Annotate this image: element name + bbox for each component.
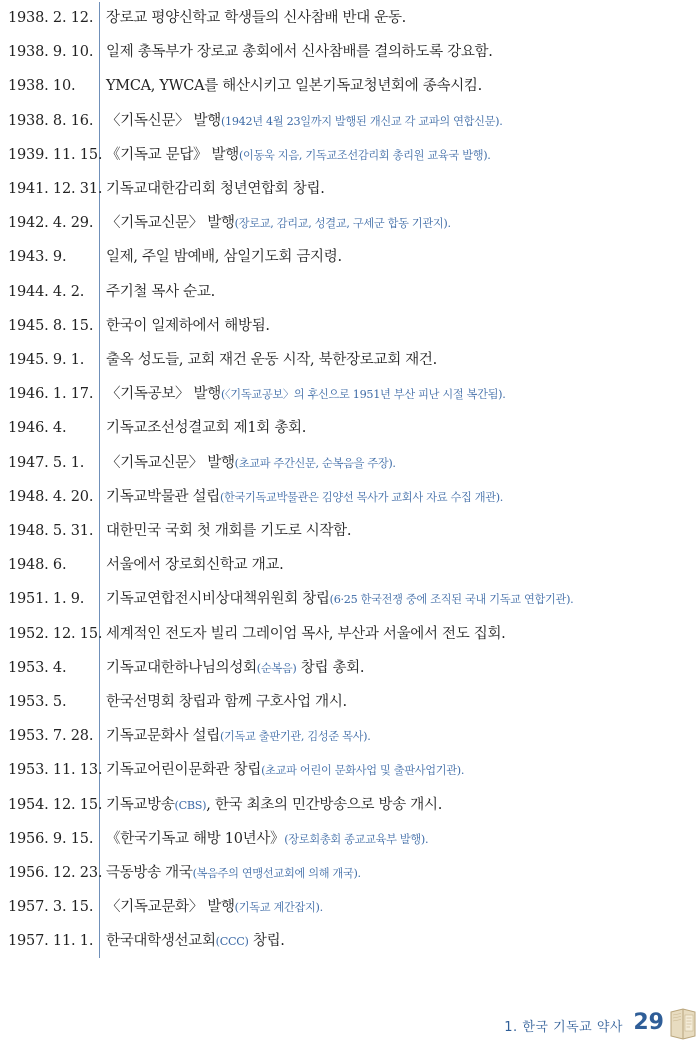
timeline-event-text: 세계적인 전도자 빌리 그레이엄 목사, 부산과 서울에서 전도 집회. (106, 625, 506, 642)
timeline-event-text: 기독교박물관 설립 (106, 488, 220, 505)
timeline-event (106, 787, 442, 824)
timeline-date: 1938. 2. 12. (8, 10, 94, 26)
timeline-row (0, 889, 700, 925)
timeline-row (0, 103, 700, 139)
timeline-row (0, 68, 700, 104)
timeline-event-note: (1942년 4월 23일까지 발행된 개신교 각 교파의 연합신문). (220, 114, 503, 128)
timeline-event (106, 821, 428, 858)
timeline-row (0, 513, 700, 549)
timeline-date: 1953. 7. 28. (8, 728, 94, 745)
timeline-event (106, 274, 215, 310)
timeline-date: 1952. 12. 15. (8, 625, 103, 642)
timeline-event (106, 410, 306, 446)
timeline-date: 1957. 3. 15. (8, 899, 94, 916)
timeline-event-text: 대한민국 국회 첫 개회를 기도로 시작함. (106, 523, 352, 539)
timeline-event (106, 445, 396, 482)
timeline-event-text: 기독교연합전시비상대책위원회 창립 (106, 591, 330, 608)
timeline-event-text: 기독교대한하나님의성회 (106, 659, 257, 676)
timeline-event (106, 0, 406, 36)
timeline-event-text: 극동방송 개국 (106, 865, 193, 881)
timeline-date: 1953. 5. (8, 694, 67, 710)
timeline-event (106, 239, 342, 275)
timeline-date: 1938. 9. 10. (8, 44, 94, 61)
timeline-event-text: 기독교조선성결교회 제1회 총회. (106, 420, 307, 437)
timeline-event-text: 〈기독교문화〉 발행 (106, 899, 235, 916)
timeline-date: 1948. 6. (8, 557, 67, 574)
timeline-event-text: 〈기독신문〉 발행 (106, 112, 221, 129)
timeline-event (106, 513, 351, 549)
timeline-date: 1947. 5. 1. (8, 454, 85, 471)
timeline-row (0, 376, 700, 412)
timeline-event (106, 616, 505, 652)
timeline-event (106, 547, 283, 583)
timeline-event-text: 한국대학생선교회 (106, 933, 216, 950)
timeline-event-text: 한국선명회 창립과 함께 구호사업 개시. (106, 694, 347, 710)
timeline-row (0, 34, 700, 70)
timeline-event (106, 342, 437, 378)
timeline-event (106, 581, 573, 618)
timeline-event (106, 752, 464, 789)
timeline-date: 1946. 4. (8, 420, 67, 437)
timeline-row (0, 650, 700, 686)
timeline-row (0, 787, 700, 823)
timeline-row (0, 445, 700, 481)
timeline-event-text: 일제 총독부가 장로교 총회에서 신사참배를 결의하도록 강요함. (106, 44, 493, 61)
page-number: 29 (633, 1010, 664, 1035)
timeline-date: 1945. 9. 1. (8, 352, 85, 368)
timeline-row (0, 821, 700, 857)
timeline-event (106, 889, 323, 926)
footer-section-label: 1. 한국 기독교 약사 (504, 1020, 623, 1035)
timeline-event-text: 〈기독공보〉 발행 (106, 386, 221, 403)
timeline-event-tail: , 한국 최초의 민간방송으로 방송 개시. (206, 796, 443, 813)
timeline-date: 1954. 12. 15. (8, 796, 103, 813)
timeline-event-note: (기독교 출판기관, 김성준 목사). (219, 730, 371, 744)
timeline-date: 1938. 8. 16. (8, 112, 94, 129)
timeline-date: 1942. 4. 29. (8, 215, 94, 232)
timeline-date: 1948. 5. 31. (8, 523, 94, 539)
timeline-event (106, 68, 482, 104)
timeline-row (0, 342, 700, 378)
timeline-event (106, 376, 505, 413)
timeline-event-text: 장로교 평양신학교 학생들의 신사참배 반대 운동. (106, 10, 406, 26)
timeline-event-note: (한국기독교박물관은 김양선 목사가 교회사 자료 수집 개관). (219, 490, 504, 504)
timeline-event-note: (복음주의 연맹선교회에 의해 개국). (192, 867, 361, 880)
timeline-date: 1953. 11. 13. (8, 762, 103, 779)
timeline-event-text: 《한국기독교 해방 10년사》 (106, 830, 285, 847)
timeline-event-text: 한국이 일제하에서 해방됨. (106, 317, 270, 334)
timeline-row (0, 547, 700, 583)
timeline-row (0, 274, 700, 310)
timeline-event (106, 205, 451, 242)
timeline-event (106, 103, 503, 140)
timeline-event-text: 서울에서 장로회신학교 개교. (106, 557, 284, 574)
timeline-row (0, 308, 700, 344)
timeline-event-note: (CCC) (215, 935, 249, 949)
timeline-event-note: (장로회총회 종교교육부 발행). (284, 832, 429, 846)
timeline-event (106, 137, 491, 174)
timeline-event-text: 기독교대한감리회 청년연합회 창립. (106, 181, 325, 197)
timeline-date: 1957. 11. 1. (8, 933, 94, 950)
timeline-row (0, 855, 700, 891)
timeline-event-text: 주기철 목사 순교. (106, 283, 215, 300)
timeline-event (106, 855, 361, 892)
timeline-event-note: (초교파 주간신문, 순복음을 주장). (234, 456, 396, 470)
timeline-row (0, 479, 700, 515)
timeline-event-text: 출옥 성도들, 교회 재건 운동 시작, 북한장로교회 재건. (106, 352, 437, 368)
timeline-row (0, 0, 700, 36)
timeline-event (106, 650, 364, 687)
timeline-event-note: (CBS) (174, 798, 207, 812)
timeline-event (106, 34, 493, 70)
timeline-event (106, 171, 325, 207)
timeline-row (0, 205, 700, 241)
timeline-event (106, 308, 270, 344)
timeline-event-text: 《기독교 문답》 발행 (106, 146, 239, 163)
timeline-event-text: 기독교어린이문화관 창립 (106, 762, 262, 779)
timeline-event (106, 479, 503, 516)
timeline-event-text: 기독교문화사 설립 (106, 728, 220, 745)
timeline-row (0, 410, 700, 446)
timeline-row (0, 752, 700, 788)
timeline-date: 1945. 8. 15. (8, 317, 94, 334)
timeline-event-text: 기독교방송 (106, 796, 175, 813)
timeline-event-note: (순복음) (256, 661, 297, 675)
timeline-row (0, 684, 700, 720)
timeline-row (0, 616, 700, 652)
timeline-row (0, 581, 700, 617)
timeline-date: 1939. 11. 15. (8, 146, 103, 163)
timeline-date: 1938. 10. (8, 78, 76, 95)
timeline-event-note: (6·25 한국전쟁 중에 조직된 국내 기독교 연합기관). (329, 593, 574, 607)
timeline-event-text: YMCA, YWCA를 해산시키고 일본기독교청년회에 종속시킴. (106, 78, 482, 95)
timeline-event-note: (기독교 계간잡지). (234, 901, 323, 915)
timeline-row (0, 718, 700, 754)
timeline-row (0, 923, 700, 959)
timeline-row (0, 137, 700, 173)
timeline-event-note: (장로교, 감리교, 성결교, 구세군 합동 기관지). (234, 217, 451, 231)
timeline-date: 1953. 4. (8, 659, 67, 676)
timeline-date: 1941. 12. 31. (8, 181, 103, 197)
timeline-event (106, 923, 285, 960)
timeline-event-note: (초교파 어린이 문화사업 및 출판사업기관). (261, 764, 465, 778)
timeline-date: 1956. 12. 23. (8, 865, 103, 881)
timeline-date: 1944. 4. 2. (8, 283, 85, 300)
timeline-event-note: (〈기독교공보〉의 후신으로 1951년 부산 피난 시절 복간됨). (220, 388, 506, 402)
timeline-row (0, 239, 700, 275)
timeline-event-tail: 창립. (248, 933, 285, 950)
timeline-event (106, 684, 347, 720)
timeline-date: 1943. 9. (8, 249, 67, 266)
timeline-date: 1946. 1. 17. (8, 386, 94, 403)
timeline-date: 1951. 1. 9. (8, 591, 85, 608)
timeline-event-text: 일제, 주일 밤예배, 삼일기도회 금지령. (106, 249, 342, 266)
page-footer (0, 1000, 700, 1043)
timeline-event-text: 〈기독교신문〉 발행 (106, 454, 235, 471)
timeline-date: 1956. 9. 15. (8, 830, 94, 847)
timeline-event-text: 〈기독교신문〉 발행 (106, 215, 235, 232)
timeline-event-tail: 창립 총회. (296, 659, 365, 676)
timeline-event (106, 718, 370, 755)
book-icon (668, 1006, 698, 1040)
timeline-event-note: (이동욱 지음, 기독교조선감리회 총리원 교육국 발행). (238, 148, 491, 162)
timeline-row (0, 171, 700, 207)
timeline-date: 1948. 4. 20. (8, 488, 94, 505)
